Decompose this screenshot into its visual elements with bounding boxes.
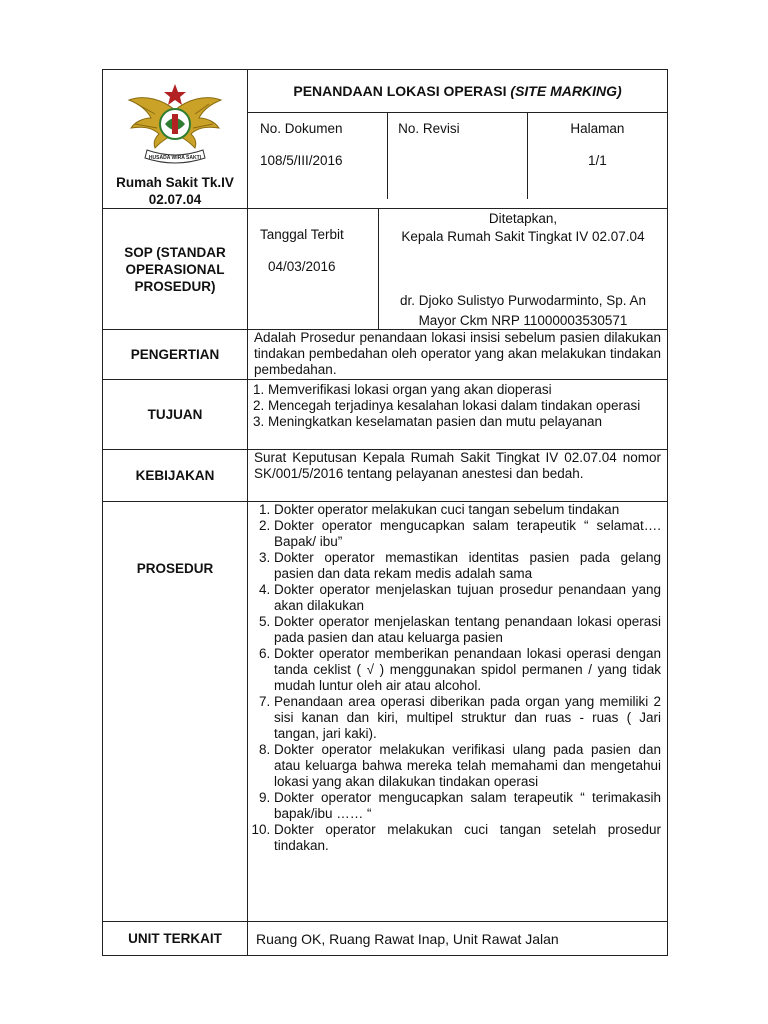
hospital-logo-emblem [125, 80, 225, 166]
list-item: 2. Mencegah terjadinya kesalahan lokasi dalam tindakan operasi [268, 398, 661, 414]
hospital-code: 02.07.04 [148, 192, 202, 207]
pengertian-label: PENGERTIAN [130, 347, 220, 362]
sop-label-cell [103, 209, 248, 330]
list-item: 5. Dokter operator menjelaskan tentang penandaan lokasi operasi pada pasien dan atau keluarga pasien [274, 614, 661, 646]
prosedur-list [248, 502, 661, 854]
tujuan-label-cell [103, 380, 248, 450]
list-item: 2. Dokter operator mengucapkan salam terapeutik “ selamat…. Bapak/ ibu” [274, 518, 661, 550]
approval-cell [379, 209, 668, 329]
header-inner-table [248, 70, 667, 199]
title-italic: (SITE MARKING) [510, 82, 622, 99]
sop-label: SOP (STANDAR OPERASIONAL PROSEDUR) [124, 244, 226, 294]
doc-number-cell [248, 112, 388, 199]
list-item: 3. Dokter operator memastikan identitas pasien pada gelang pasien dan data rekam medis adalah sama [274, 550, 661, 582]
header-right-cell [248, 70, 668, 209]
hospital-cell [103, 70, 248, 209]
prosedur-cell [248, 502, 668, 922]
list-item: 7. Penandaan area operasi diberikan pada organ yang memiliki 2 sisi kanan dan kiri, multipel struktur dan ruas - ruas ( Jari tangan, jari kaki). [274, 694, 661, 742]
signer-name: dr. Djoko Sulistyo Purwodarminto, Sp. An [399, 293, 647, 308]
issue-date-cell [248, 209, 379, 329]
unit-terkait-label: UNIT TERKAIT [128, 931, 222, 946]
prosedur-label: PROSEDUR [136, 561, 214, 576]
doc-number-label: No. Dokumen [260, 120, 343, 136]
kebijakan-label-cell [103, 450, 248, 502]
title-main: PENANDAAN LOKASI OPERASI [293, 82, 507, 99]
kebijakan-label: KEBIJAKAN [135, 468, 215, 483]
unit-terkait-label-cell [103, 922, 248, 956]
pengertian-text: Adalah Prosedur penandaan lokasi insisi sebelum pasien dilakukan tindakan pembedahan oleh operator yang akan melakukan tindakan pembedahan. [248, 330, 668, 380]
approval-position: Kepala Rumah Sakit Tingkat IV 02.07.04 [401, 229, 645, 244]
revision-cell [388, 112, 528, 199]
revision-label: No. Revisi [398, 120, 460, 136]
issue-date-label: Tanggal Terbit [260, 227, 344, 242]
sop-document-table [102, 69, 668, 956]
page-label: Halaman [570, 120, 625, 136]
list-item: 1. Memverifikasi lokasi organ yang akan dioperasi [268, 382, 661, 398]
page-value: 1/1 [588, 152, 607, 168]
tujuan-label: TUJUAN [147, 407, 203, 422]
page-cell [527, 112, 667, 199]
logo-motto-text: HUSADA WIRA SAKTI [148, 155, 202, 161]
list-item: 8. Dokter operator melakukan verifikasi ulang pada pasien dan atau keluarga bahwa mereka telah memahami dan mengetahui lokasi yang akan dilakukan tindakan operasi [274, 742, 661, 790]
list-item: 4. Dokter operator menjelaskan tujuan prosedur penandaan yang akan dilakukan [274, 582, 661, 614]
sop-right-cell [248, 209, 668, 330]
list-item: 1. Dokter operator melakukan cuci tangan sebelum tindakan [274, 502, 661, 518]
pengertian-label-cell [103, 330, 248, 380]
sop-inner-table [248, 209, 667, 329]
hospital-name: Rumah Sakit Tk.IV [116, 175, 234, 190]
issue-date-value: 04/03/2016 [268, 259, 336, 274]
tujuan-list [248, 382, 661, 430]
unit-terkait-text: Ruang OK, Ruang Rawat Inap, Unit Rawat Jalan [248, 922, 668, 956]
list-item: 10. Dokter operator melakukan cuci tangan setelah prosedur tindakan. [274, 822, 661, 854]
tujuan-cell [248, 380, 668, 450]
list-item: 6. Dokter operator memberikan penandaan lokasi operasi dengan tanda ceklist ( √ ) menggunakan spidol permanen / yang tidak mudah luntur oleh air atau alcohol. [274, 646, 661, 694]
signer-rank: Mayor Ckm NRP 11000003530571 [418, 313, 628, 328]
document-title [248, 70, 667, 112]
prosedur-label-cell [103, 502, 248, 922]
list-item: 3. Meningkatkan keselamatan pasien dan mutu pelayanan [268, 414, 661, 430]
kebijakan-text: Surat Keputusan Kepala Rumah Sakit Tingkat IV 02.07.04 nomor SK/001/5/2016 tentang pelayanan anestesi dan bedah. [248, 450, 668, 502]
approval-set-by: Ditetapkan, [488, 211, 558, 226]
doc-number-value: 108/5/III/2016 [260, 152, 343, 168]
list-item: 9. Dokter operator mengucapkan salam terapeutik “ terimakasih bapak/ibu …… “ [274, 790, 661, 822]
